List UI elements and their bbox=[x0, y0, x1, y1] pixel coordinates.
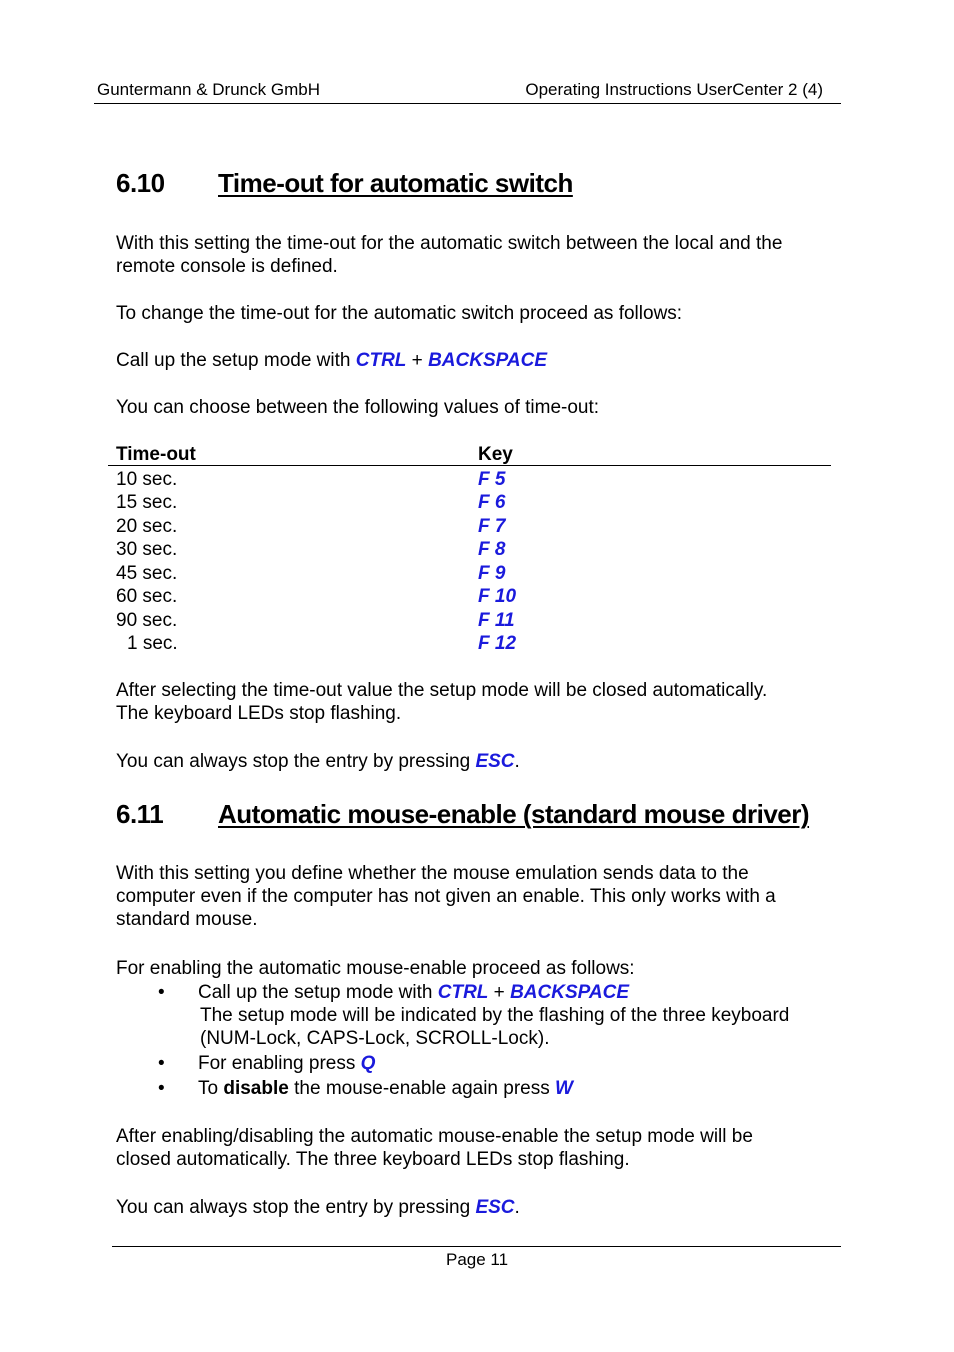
q-key: Q bbox=[360, 1053, 376, 1074]
page-number: Page 11 bbox=[446, 1250, 509, 1269]
section-610-after-select: After selecting the time-out value the setup mode will be closed automatically. The keyboard LEDs stop flashing. bbox=[116, 680, 768, 724]
section-611-procedure-text: For enabling the automatic mouse-enable proceed as follows: bbox=[116, 958, 635, 979]
section-610-choose-text: You can choose between the following values of time-out: bbox=[116, 397, 600, 418]
section-610-number: 6.10 bbox=[116, 168, 165, 198]
table-row-key: F 9 bbox=[478, 563, 506, 584]
backspace-key: BACKSPACE bbox=[510, 982, 629, 1003]
section-610-setup-instruction: Call up the setup mode with CTRL + BACKSPACE bbox=[116, 350, 547, 371]
bullet-marker: • bbox=[158, 1078, 165, 1099]
table-row: 60 sec. bbox=[116, 586, 178, 607]
bullet-marker: • bbox=[158, 982, 165, 1003]
table-row: 10 sec. bbox=[116, 469, 178, 490]
bullet-setup: Call up the setup mode with CTRL + BACKSPACE The setup mode will be indicated by the flashing of the three keyboard (NUM-Lock, CAPS-Lock, SCROLL-Lock). bbox=[198, 982, 790, 1049]
backspace-key: BACKSPACE bbox=[428, 350, 547, 371]
section-611-title: Automatic mouse-enable (standard mouse driver) bbox=[218, 799, 810, 829]
ctrl-key: CTRL bbox=[355, 350, 407, 371]
header-doc-title: Operating Instructions UserCenter 2 (4) bbox=[525, 80, 823, 99]
section-611-intro: With this setting you define whether the mouse emulation sends data to the computer even if the computer has not given an enable. This only works with a standard mouse. bbox=[116, 863, 776, 930]
table-header-timeout: Time-out bbox=[116, 444, 196, 465]
table-row-key: F 5 bbox=[478, 469, 506, 490]
section-610-esc-note: You can always stop the entry by pressing ESC. bbox=[116, 751, 520, 772]
bullet-disable: To disable the mouse-enable again press W bbox=[198, 1078, 573, 1099]
table-row: 30 sec. bbox=[116, 539, 178, 560]
section-611-esc-note: You can always stop the entry by pressing ESC. bbox=[116, 1197, 520, 1218]
table-row-key: F 6 bbox=[478, 492, 506, 513]
table-header-rule bbox=[108, 465, 831, 466]
table-row: 15 sec. bbox=[116, 492, 178, 513]
table-row: 90 sec. bbox=[116, 610, 178, 631]
table-row-key: F 11 bbox=[478, 610, 515, 631]
table-row: 1 sec. bbox=[127, 633, 178, 654]
bullet-enable: For enabling press Q bbox=[198, 1053, 376, 1074]
section-611-after-enable: After enabling/disabling the automatic mouse-enable the setup mode will be closed automatically. The three keyboard LEDs stop flashing. bbox=[116, 1126, 753, 1170]
esc-key: ESC bbox=[475, 1197, 515, 1218]
section-610-title: Time-out for automatic switch bbox=[218, 168, 573, 198]
footer-rule bbox=[112, 1246, 841, 1247]
bullet-marker: • bbox=[158, 1053, 165, 1074]
section-610-intro: With this setting the time-out for the automatic switch between the local and the remote console is defined. bbox=[116, 233, 783, 277]
table-header-key: Key bbox=[478, 444, 513, 465]
table-row-key: F 7 bbox=[478, 516, 506, 537]
section-611-heading bbox=[116, 799, 810, 830]
header-rule bbox=[94, 103, 841, 104]
table-row-key: F 8 bbox=[478, 539, 506, 560]
header-company: Guntermann & Drunck GmbH bbox=[97, 80, 320, 99]
ctrl-key: CTRL bbox=[437, 982, 489, 1003]
table-row-key: F 12 bbox=[478, 633, 517, 654]
table-row-key: F 10 bbox=[478, 586, 517, 607]
section-610-procedure-text: To change the time-out for the automatic switch proceed as follows: bbox=[116, 303, 683, 324]
section-611-number: 6.11 bbox=[116, 799, 164, 829]
section-610-heading bbox=[116, 168, 573, 199]
table-row: 45 sec. bbox=[116, 563, 178, 584]
table-row: 20 sec. bbox=[116, 516, 178, 537]
esc-key: ESC bbox=[475, 751, 515, 772]
w-key: W bbox=[555, 1078, 573, 1099]
